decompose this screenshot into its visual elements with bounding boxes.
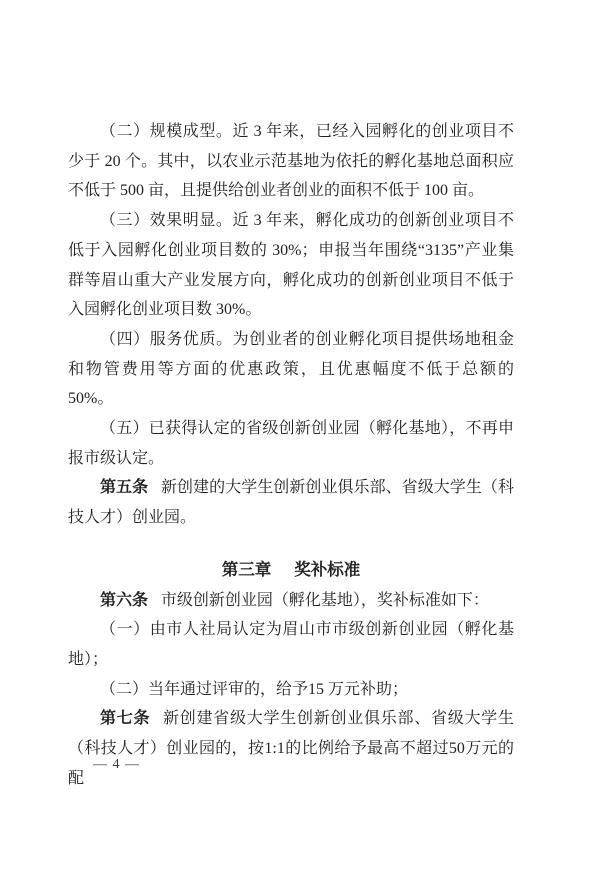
paragraph-text: （二）规模成型。近 3 年来，已经入园孵化的创业项目不少于 20 个。其中，以农业示范基地为依托的孵化基地总面积应不低于 500 亩，且提供给创业者创业的面积不低于 100 亩。 <box>68 123 514 200</box>
paragraph <box>68 615 514 674</box>
paragraph-text: （一）由市人社局认定为眉山市市级创新创业园（孵化基地）； <box>68 621 514 668</box>
article-number: 第六条 <box>100 591 149 609</box>
paragraph <box>68 325 514 414</box>
paragraph <box>68 117 514 206</box>
paragraph-text: （五）已获得认定的省级创新创业园（孵化基地），不再申报市级认定。 <box>68 420 514 467</box>
article-number: 第五条 <box>100 479 149 497</box>
page-number: — 4 — <box>93 757 140 772</box>
paragraph <box>68 675 514 705</box>
chapter-title: 奖补标准 <box>294 560 361 579</box>
paragraph-text: 新创建的大学生创新创业俱乐部、省级大学生（科技人才）创业园。 <box>68 479 514 527</box>
paragraph-text: （三）效果明显。近 3 年来，孵化成功的创新创业项目不低于入园孵化创业项目数的 30%；申报当年围绕“3135”产业集群等眉山重大产业发展方向，孵化成功的创新创业项目不低于入园孵化创业项目数 30%。 <box>68 212 514 319</box>
chapter-number: 第三章 <box>221 560 272 579</box>
paragraph <box>68 704 514 793</box>
paragraph-text: （四）服务优质。为创业者的创业孵化项目提供场地租金和物管费用等方面的优惠政策，且优惠幅度不低于总额的 50%。 <box>68 330 514 408</box>
paragraph <box>68 586 514 616</box>
paragraph-text: 新创建省级大学生创新创业俱乐部、省级大学生（科技人才）创业园的，按1:1的比例给予最高不超过50万元的配 <box>68 710 514 787</box>
paragraph <box>68 473 514 532</box>
paragraph-text: 市级创新创业园（孵化基地），奖补标准如下： <box>160 591 489 609</box>
document-body <box>68 117 514 793</box>
paragraph <box>68 414 514 473</box>
article-number: 第七条 <box>100 710 151 728</box>
page-footer <box>93 757 140 773</box>
chapter-heading <box>68 556 514 586</box>
paragraph <box>68 206 514 325</box>
paragraph-text: （二）当年通过评审的，给予15 万元补助； <box>100 680 409 698</box>
